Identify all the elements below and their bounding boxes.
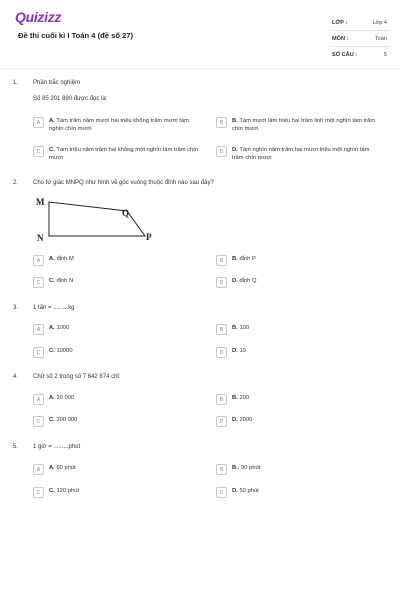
option-letter-badge: A xyxy=(33,324,44,335)
option-label: C. xyxy=(49,488,55,494)
meta-row-grade xyxy=(332,15,390,31)
option-letter-badge: A xyxy=(33,394,44,405)
option-content: 60 phút xyxy=(56,465,76,471)
option-a[interactable] xyxy=(33,255,199,266)
option-label: D. xyxy=(232,348,238,354)
option-letter-badge: D xyxy=(216,487,227,498)
option-letter-badge: B xyxy=(216,394,227,405)
option-label: B . xyxy=(232,465,240,471)
option-a[interactable] xyxy=(33,394,199,405)
option-letter-badge: A xyxy=(33,255,44,266)
option-letter-badge: C xyxy=(33,416,44,427)
option-text xyxy=(49,487,199,495)
option-text xyxy=(49,277,199,285)
option-content: đỉnh Q xyxy=(239,278,257,284)
option-text xyxy=(232,394,382,402)
option-content: 90 phút xyxy=(241,465,261,471)
meta-row-question-count xyxy=(332,47,390,62)
option-label: B. xyxy=(232,118,238,124)
vertex-label-p: P xyxy=(146,232,152,242)
option-label: A. xyxy=(49,256,55,262)
option-text xyxy=(232,324,382,332)
option-letter-badge: D xyxy=(216,146,227,157)
option-label: B. xyxy=(232,395,238,401)
option-text xyxy=(232,487,382,495)
option-c[interactable] xyxy=(33,487,199,498)
option-label: A. xyxy=(49,118,55,124)
meta-value: Lớp 4 xyxy=(372,19,387,26)
question-number: 2. xyxy=(13,180,19,186)
question-prompt: Số 85 201 890 được đọc là: xyxy=(33,96,108,102)
option-letter-badge: C xyxy=(33,487,44,498)
option-label: A. xyxy=(49,465,55,471)
worksheet-meta xyxy=(332,15,390,62)
option-content: Tám nghìn năm trăm hai mươi triệu một nghìn tám trăm chín mươi xyxy=(232,147,370,161)
vertex-label-q: Q xyxy=(122,208,130,218)
option-d[interactable] xyxy=(216,347,382,358)
option-d[interactable] xyxy=(216,416,382,427)
option-content: Tám mươi lăm triệu hai trăm linh một nghìn tám trăm chín mươi xyxy=(232,118,376,132)
option-content: 20 000 xyxy=(56,395,75,401)
option-c[interactable] xyxy=(33,347,199,358)
option-text xyxy=(232,117,382,133)
option-label: C. xyxy=(49,348,55,354)
option-letter-badge: D xyxy=(216,347,227,358)
option-content: 120 phút xyxy=(56,488,80,494)
vertex-label-m: M xyxy=(36,197,45,207)
option-label: B. xyxy=(232,325,238,331)
option-label: D. xyxy=(232,147,238,153)
option-label: A. xyxy=(49,395,55,401)
option-b[interactable] xyxy=(216,324,382,335)
question-text: Phần trắc nghiệm xyxy=(33,80,81,86)
option-letter-badge: D xyxy=(216,277,227,288)
option-c[interactable] xyxy=(33,416,199,427)
option-text xyxy=(49,416,199,424)
option-label: D. xyxy=(232,488,238,494)
option-text xyxy=(49,255,199,263)
vertex-label-n: N xyxy=(37,233,44,243)
option-content: đỉnh N xyxy=(56,278,74,284)
question-number: 3. xyxy=(13,305,19,311)
quadrilateral-mnpq-figure xyxy=(33,196,163,244)
option-text xyxy=(49,394,199,402)
header-divider xyxy=(0,68,400,69)
option-letter-badge: A xyxy=(33,117,44,128)
option-d[interactable] xyxy=(216,277,382,288)
meta-value: 5 xyxy=(383,51,387,58)
option-content: Tám triệu năm trăm hai không một nghìn tám trăm chín mươi xyxy=(49,147,199,161)
option-label: C. xyxy=(49,417,55,423)
option-content: 100 xyxy=(239,325,250,331)
option-label: C. xyxy=(49,147,55,153)
option-letter-badge: D xyxy=(216,416,227,427)
option-letter-badge: B xyxy=(216,464,227,475)
option-b[interactable] xyxy=(216,464,382,475)
option-label: A. xyxy=(49,325,55,331)
option-content: 10 xyxy=(239,348,246,354)
option-content: 200 xyxy=(239,395,250,401)
meta-key: SỐ CÂU : xyxy=(332,51,358,58)
option-content: 50 phút xyxy=(239,488,259,494)
option-letter-badge: B xyxy=(216,117,227,128)
meta-key: MÔN : xyxy=(332,35,349,42)
meta-row-subject xyxy=(332,31,390,47)
option-label: D. xyxy=(232,417,238,423)
option-text xyxy=(49,117,199,133)
option-c[interactable] xyxy=(33,277,199,288)
question-number: 4. xyxy=(13,374,19,380)
option-d[interactable] xyxy=(216,146,382,162)
option-label: D. xyxy=(232,278,238,284)
option-content: 1000 xyxy=(56,325,70,331)
option-text xyxy=(232,277,382,285)
question-text: Cho tứ giác MNPQ như hình vẽ góc vuông thuộc đỉnh nào sau đây? xyxy=(33,180,214,186)
option-content: 2000 xyxy=(239,417,253,423)
option-text xyxy=(232,255,382,263)
question-text: 1 tấn = .........kg xyxy=(33,305,75,311)
option-text xyxy=(49,347,199,355)
option-content: Tám trăm năm mươi hai triệu không trăm mươi tám nghìn chín mươi xyxy=(49,118,189,132)
option-d[interactable] xyxy=(216,487,382,498)
quadrilateral-shape xyxy=(49,202,145,236)
option-text xyxy=(232,464,382,472)
meta-value: Toán xyxy=(374,35,387,42)
question-text: 1 giờ = .........phút xyxy=(33,444,81,450)
option-a[interactable] xyxy=(33,117,199,133)
option-content: đỉnh P xyxy=(239,256,256,262)
option-letter-badge: B xyxy=(216,324,227,335)
option-a[interactable] xyxy=(33,324,199,335)
option-letter-badge: C xyxy=(33,277,44,288)
option-letter-badge: C xyxy=(33,347,44,358)
quizizz-logo: Quizizz xyxy=(15,9,62,25)
option-content: đỉnh M xyxy=(56,256,74,262)
option-a[interactable] xyxy=(33,464,199,475)
option-text xyxy=(49,324,199,332)
option-content: 200 000 xyxy=(56,417,78,423)
option-text xyxy=(232,416,382,424)
option-b[interactable] xyxy=(216,394,382,405)
option-c[interactable] xyxy=(33,146,199,162)
option-text xyxy=(232,146,382,162)
option-text xyxy=(232,347,382,355)
option-text xyxy=(49,464,199,472)
meta-key: LỚP : xyxy=(332,19,348,26)
option-label: B. xyxy=(232,256,238,262)
option-text xyxy=(49,146,199,162)
option-label: C. xyxy=(49,278,55,284)
option-letter-badge: B xyxy=(216,255,227,266)
question-number: 1. xyxy=(13,80,19,86)
question-text: Chữ số 2 trong số 7 642 874 chỉ: xyxy=(33,374,121,380)
option-letter-badge: C xyxy=(33,146,44,157)
option-letter-badge: A xyxy=(33,464,44,475)
document-title: Đề thi cuối kì I Toán 4 (đề số 27) xyxy=(18,31,134,40)
option-b[interactable] xyxy=(216,255,382,266)
question-number: 5. xyxy=(13,444,19,450)
option-content: 10000 xyxy=(56,348,73,354)
option-b[interactable] xyxy=(216,117,382,133)
